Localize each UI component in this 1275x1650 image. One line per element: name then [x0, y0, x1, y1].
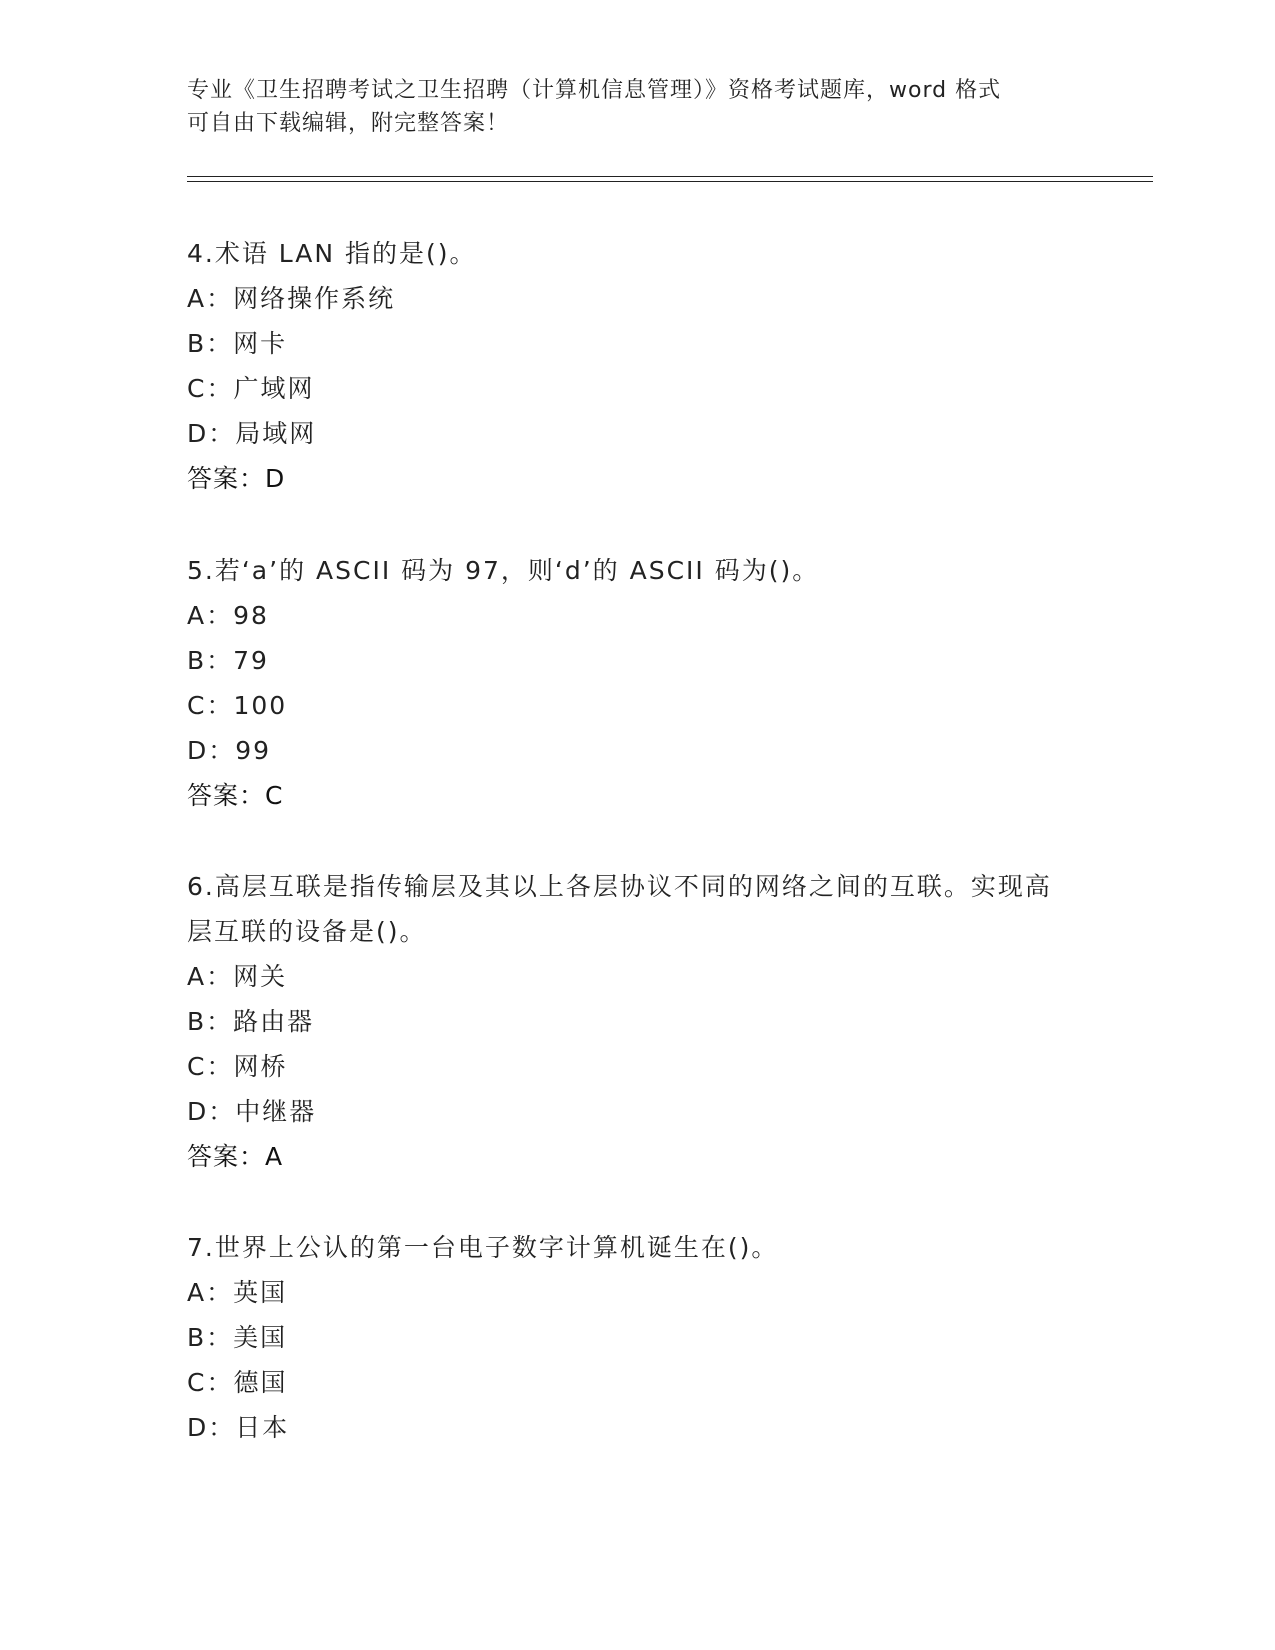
option-c: C：网桥: [187, 1052, 288, 1081]
question-7: [187, 1225, 1087, 1450]
question-6: [187, 864, 1087, 1179]
answer-line: 答案：C: [187, 781, 284, 810]
answer-line: 答案：D: [187, 464, 286, 493]
header-line-1: 专业《卫生招聘考试之卫生招聘（计算机信息管理）》资格考试题库，word 格式: [187, 78, 1002, 103]
option-b: B：美国: [187, 1323, 288, 1352]
header-divider-top: [187, 176, 1153, 177]
question-stem: 4.术语 LAN 指的是()。: [187, 239, 477, 268]
option-d: D：日本: [187, 1413, 290, 1442]
question-5: [187, 548, 1087, 818]
option-a: A：98: [187, 601, 269, 630]
option-d: D：局域网: [187, 419, 317, 448]
option-d: D：99: [187, 736, 272, 765]
header-divider-bottom: [187, 181, 1153, 182]
option-a: A：网络操作系统: [187, 284, 396, 313]
option-c: C：广域网: [187, 374, 315, 403]
option-c: C：德国: [187, 1368, 288, 1397]
option-b: B：79: [187, 646, 269, 675]
option-c: C：100: [187, 691, 288, 720]
document-header: [187, 74, 1067, 140]
option-b: B：路由器: [187, 1007, 315, 1036]
question-stem: 7.世界上公认的第一台电子数字计算机诞生在()。: [187, 1233, 779, 1262]
option-a: A：英国: [187, 1278, 288, 1307]
answer-line: 答案：A: [187, 1142, 284, 1171]
option-b: B：网卡: [187, 329, 288, 358]
question-stem: 6.高层互联是指传输层及其以上各层协议不同的网络之间的互联。实现高层互联的设备是()。: [187, 872, 1052, 946]
option-a: A：网关: [187, 962, 288, 991]
question-4: [187, 231, 1087, 501]
header-line-2: 可自由下载编辑，附完整答案！: [187, 111, 510, 136]
question-stem: 5.若‘a’的 ASCII 码为 97，则‘d’的 ASCII 码为()。: [187, 556, 820, 585]
option-d: D：中继器: [187, 1097, 317, 1126]
